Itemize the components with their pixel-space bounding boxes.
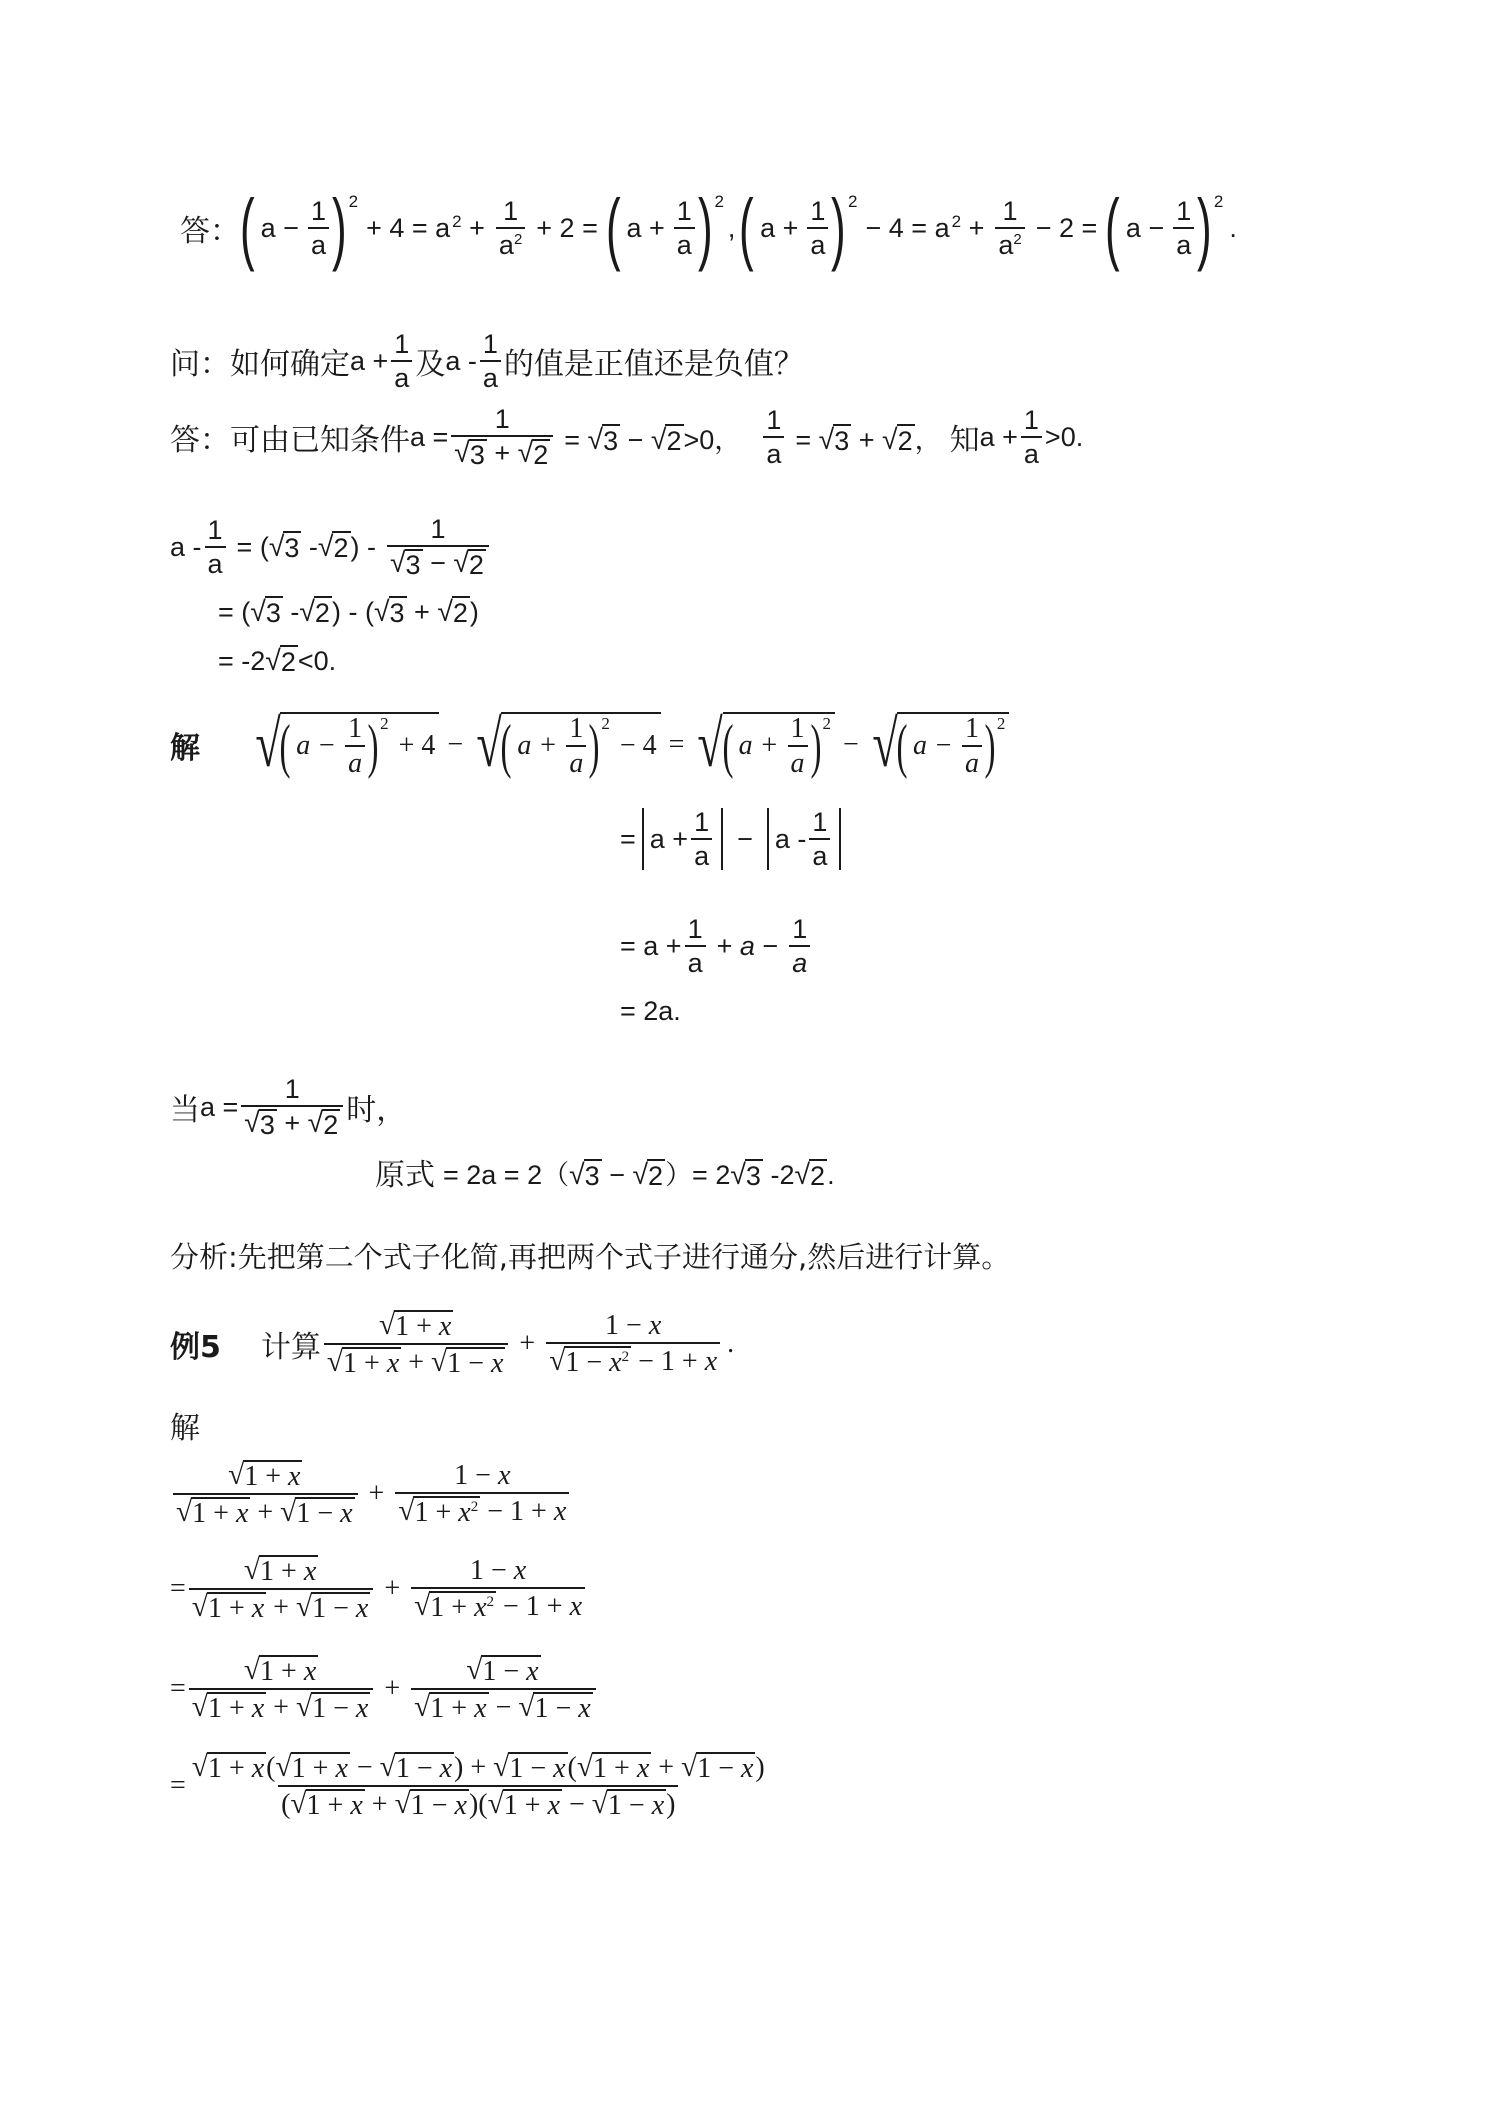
solution-step-1: √ 1 + x √ 1 + x + √ 1 − x + 1 − x √ $1 + x^2$ − 1 + x [170, 1460, 572, 1529]
expand-line: = a + $\frac{1}{a}$ + a − $\frac{1}{a}$ [620, 915, 813, 978]
original-line: 原式 = 2a = 2（ √ 3 − √ 2 ）= 2 √ 3 -2 √ 2 . [375, 1150, 843, 1194]
answer-label-1: 答： [180, 214, 240, 249]
derivation-line-1: a - $\frac{1}{a}$ = ( √ 3 - √ 2 ) - 1 √ 3 − √ 2 [170, 515, 492, 580]
example-5-compute: 计算 [260, 1330, 321, 1366]
answer-label-2: 答：可由已知条件 [170, 423, 410, 459]
result-line: = 2a. [620, 996, 681, 1026]
solve-label: 解 [170, 731, 200, 767]
example-5-line: 例5 计算 √ 1 + x √ 1 + x + √ 1 − x + 1 − x √ $1 - x^2$ − 1 + x . [170, 1309, 735, 1380]
answer-identities-line: 答： ( a − $\frac{1}{a}$ ) 2 + 4 = a $^2$ + $\frac{1}{a^2}$ + 2 = ( a + $\frac{1}{a}$ ) 2 , ( a + $\frac{1}{a}$ ) 2 − 4 = a $^2$ + $\frac{1}{a^2}$ − 2 = ( a − $\frac{1}{a}$ ) 2 . [180, 183, 1237, 272]
question-and: 及 [415, 347, 446, 383]
derivation-line-2: = ( √ 3 - √ 2 ) - ( √ 3 + √ 2 ) [218, 596, 479, 628]
solution-step-4: = √ 1 + x ( √ 1 + x − √ 1 − x ) + √ 1 − x ( √ 1 + x + √ 1 − x ) ( √ 1 + x + √ 1 − x )( √ 1 + x − √ 1 − x ) [170, 1751, 765, 1822]
solve-label-2: 解 [170, 1411, 200, 1446]
question-text: 问：如何确定 [170, 347, 350, 383]
original-label: 原式 [375, 1158, 435, 1193]
solution-step-3: = √ 1 + x √ 1 + x + √ 1 − x + √ 1 − x √ 1 + x − √ 1 − x [170, 1655, 599, 1724]
question-line: 问：如何确定 a + $\frac{1}{a}$ 及 a - $\frac{1}{a}$ 的值是正值还是负值？ [170, 329, 804, 394]
abs-value-line: = a + $\frac{1}{a}$ − a - $\frac{1}{a}$ [620, 808, 847, 871]
derivation-line-3: = -2 √ 2 <0. [218, 645, 337, 677]
formula-part: ( a − $\frac{1}{a}$ ) 2 [239, 183, 359, 272]
know-text: 知 [949, 423, 980, 459]
solution-step-2: = √ 1 + x √ 1 + x + √ 1 − x + 1 − x √ $1 + x^2$ − 1 + x [170, 1555, 588, 1624]
when-line: 当 a = 1 √ 3 + √ 2 时， [170, 1074, 407, 1141]
when-suffix: 时， [346, 1093, 407, 1129]
when-label: 当 [170, 1093, 200, 1129]
example-5-label: 例5 [170, 1330, 221, 1366]
solution-radicals-line: 解 √ ( a − $\frac{1}{a}$ ) 2 + 4 − √ ( a + $\frac{1}{a}$ ) 2 − 4 = √ ( a + $\frac{1}{a}$ ) 2 − √ ( a − $\frac{1}{a}$ ) 2 [170, 712, 1009, 779]
analysis-text: 分析:先把第二个式子化简,再把两个式子进行通分,然后进行计算。 [170, 1240, 1011, 1274]
answer-condition-line: 答：可由已知条件 a = 1 √ 3 + √ 2 = √ 3 − √ 2 >0， $\frac{1}{a}$ = √ 3 + √ 2 ， 知 a + $\frac{1}{a}$ >0. [170, 404, 1084, 471]
question-end: 的值是正值还是负值？ [503, 347, 804, 383]
